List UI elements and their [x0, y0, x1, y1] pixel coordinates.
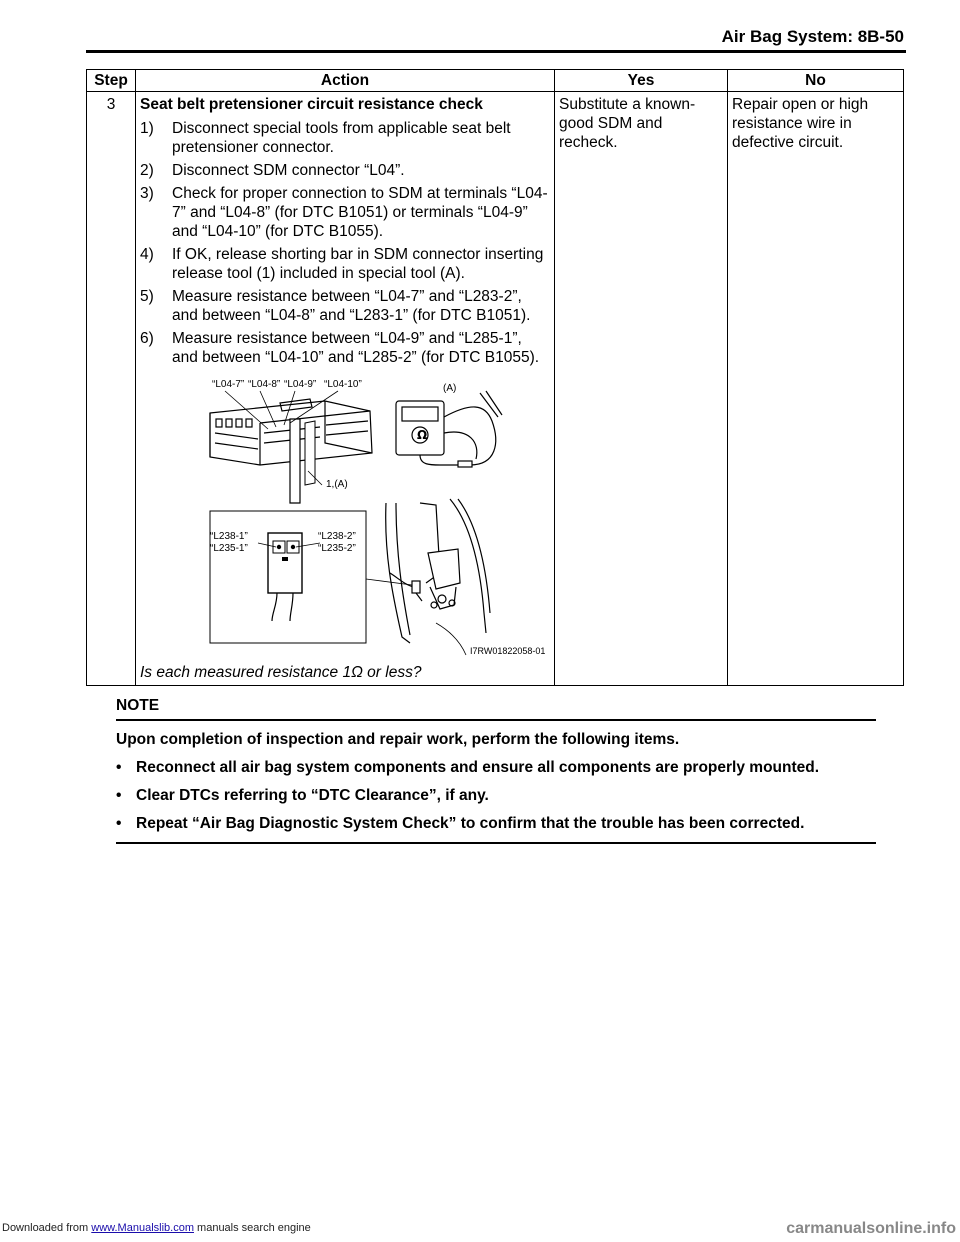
table-row: [87, 92, 904, 686]
column-header-action: Action: [136, 70, 555, 92]
substep-text: If OK, release shorting bar in SDM connector inserting release tool (1) included in special tool (A).: [172, 246, 544, 282]
bullet: •: [116, 787, 122, 804]
substep-number: 3): [140, 185, 154, 202]
substep-text: Disconnect special tools from applicable seat belt pretensioner connector.: [172, 120, 511, 156]
seat-belt-pretensioner: [366, 499, 490, 655]
label-tool-a: (A): [443, 383, 457, 394]
note-item-text: Repeat “Air Bag Diagnostic System Check” to confirm that the trouble has been corrected.: [136, 815, 805, 832]
wiring-illustration: [140, 373, 550, 661]
step-number: 3: [87, 92, 136, 686]
footer-prefix: Downloaded from: [2, 1222, 92, 1234]
list-item: [140, 329, 550, 367]
header-rule: [86, 50, 906, 53]
substep-text: Disconnect SDM connector “L04”.: [172, 162, 405, 179]
note-rule-bottom: [116, 842, 876, 844]
action-question: Is each measured resistance 1Ω or less?: [140, 664, 422, 681]
label-l238-2: “L238-2”: [318, 531, 356, 542]
wiring-figure: [140, 373, 550, 661]
download-footer: [2, 1222, 311, 1234]
note-item-text: Clear DTCs referring to “DTC Clearance”, if any.: [136, 787, 489, 804]
table-header-row: [87, 70, 904, 92]
ohm-icon: Ω: [417, 428, 428, 442]
label-tool-1a: 1,(A): [326, 479, 348, 490]
yes-cell: Substitute a known-good SDM and recheck.: [555, 92, 728, 686]
substep-text: Measure resistance between “L04-7” and “L283-2”, and between “L04-8” and “L283-1” (for DTC B1051).: [172, 288, 531, 324]
label-l235-2: “L235-2”: [318, 543, 356, 554]
figure-code: I7RW01822058-01: [470, 646, 546, 656]
list-item: [140, 184, 550, 241]
list-item: [140, 245, 550, 283]
substep-number: 1): [140, 120, 154, 137]
bullet: •: [116, 815, 122, 832]
substep-number: 2): [140, 162, 154, 179]
note-heading: NOTE: [116, 697, 160, 714]
column-header-step: Step: [87, 70, 136, 92]
column-header-no: No: [728, 70, 904, 92]
diagnostic-table: [86, 69, 904, 686]
release-tool: [290, 419, 300, 503]
note-intro: Upon completion of inspection and repair work, perform the following items.: [116, 731, 680, 748]
label-l238-1: “L238-1”: [210, 531, 248, 542]
bullet: •: [116, 759, 122, 776]
label-l04-9: “L04-9”: [284, 379, 317, 390]
list-item: [116, 758, 876, 777]
list-item: [140, 119, 550, 157]
action-cell: [136, 92, 555, 686]
list-item: [116, 786, 876, 805]
multimeter: [396, 391, 502, 467]
label-l235-1: “L235-1”: [210, 543, 248, 554]
substep-list: [140, 119, 550, 367]
substep-text: Check for proper connection to SDM at terminals “L04-7” and “L04-8” (for DTC B1051) or terminals “L04-9” and “L04-10” (for DTC B1055).: [172, 185, 548, 240]
action-title: Seat belt pretensioner circuit resistance check: [140, 96, 483, 113]
manualslib-link[interactable]: www.Manualslib.com: [91, 1222, 194, 1234]
substep-number: 5): [140, 288, 154, 305]
list-item: [140, 287, 550, 325]
page-header-title: Air Bag System: 8B-50: [721, 27, 904, 46]
label-l04-10: “L04-10”: [324, 379, 362, 390]
note-item-text: Reconnect all air bag system components and ensure all components are properly mounted.: [136, 759, 820, 776]
substep-number: 4): [140, 246, 154, 263]
note-box: [116, 696, 876, 844]
watermark: carmanualsonline.info: [786, 1220, 956, 1237]
footer-suffix: manuals search engine: [193, 1222, 311, 1234]
note-rule-top: [116, 719, 876, 721]
note-list: [116, 758, 876, 833]
list-item: [140, 161, 550, 180]
no-cell: Repair open or high resistance wire in defective circuit.: [728, 92, 904, 686]
substep-text: Measure resistance between “L04-9” and “L285-1”, and between “L04-10” and “L285-2” (for DTC B1055).: [172, 330, 540, 366]
label-l04-7: “L04-7”: [212, 379, 245, 390]
label-l04-8: “L04-8”: [248, 379, 281, 390]
list-item: [116, 814, 876, 833]
substep-number: 6): [140, 330, 154, 347]
column-header-yes: Yes: [555, 70, 728, 92]
